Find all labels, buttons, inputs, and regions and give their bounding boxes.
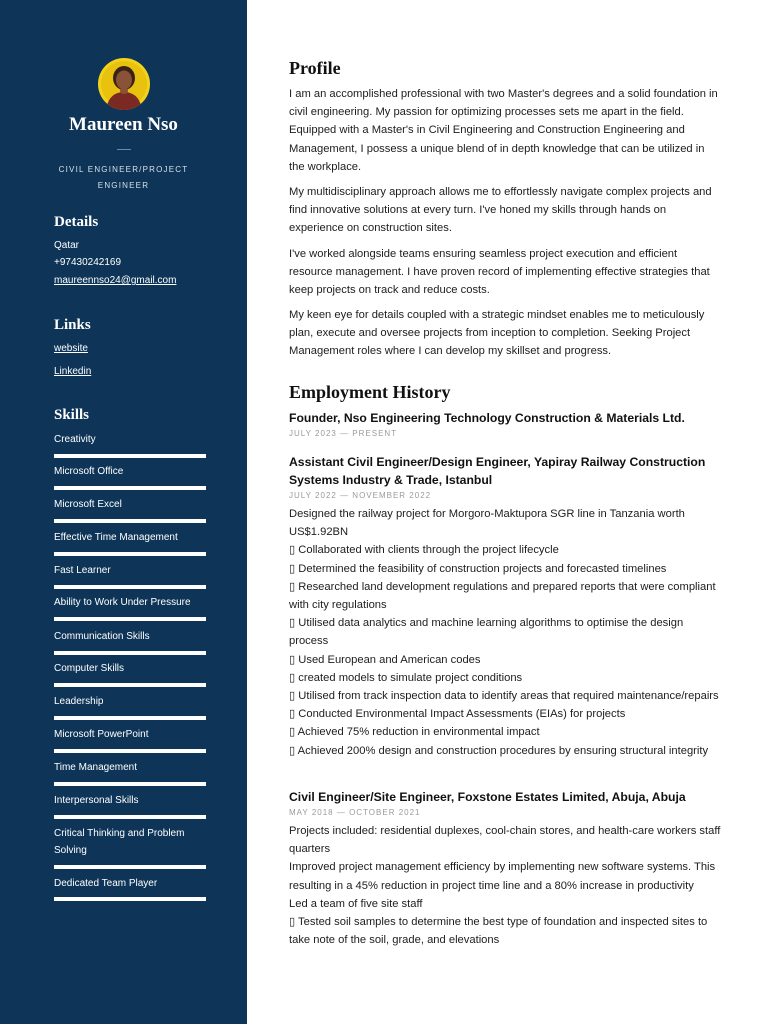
job-bullet: Projects included: residential duplexes, cool-chain stores, and health-care workers staff quarters (289, 825, 721, 856)
job-bullet: ▯ Collaborated with clients through the project lifecycle (289, 544, 559, 557)
job-description (289, 822, 721, 949)
skill-label: Fast Learner (54, 565, 111, 576)
skill-level-bar (54, 865, 206, 869)
skill-label: Communication Skills (54, 631, 150, 642)
job-dates: JULY 2023 — PRESENT (289, 429, 398, 438)
detail-phone: +97430242169 (54, 257, 122, 268)
skill-level-bar (54, 617, 206, 621)
skill-label: Microsoft Excel (54, 499, 122, 510)
skill-label: Critical Thinking and Problem Solving (54, 828, 185, 856)
profile-paragraph: I've worked alongside teams ensuring seamless project execution and efficient resource management. I have proven record of implementing effective strategies that keep projects on track and reduce costs. (289, 248, 710, 297)
links-heading: Links (54, 317, 91, 333)
name-divider (117, 149, 131, 150)
job-dates: JULY 2022 — NOVEMBER 2022 (289, 491, 432, 500)
profile-paragraph: My multidisciplinary approach allows me to effortlessly navigate complex projects and find innovative solutions at every turn. I've honed my skills through hands on experience on construction sites. (289, 186, 712, 235)
candidate-name: Maureen Nso (69, 114, 178, 135)
skill-level-bar (54, 683, 206, 687)
job-bullet: ▯ Tested soil samples to determine the best type of foundation and inspected sites to take note of the soil, grade, and elevations (289, 916, 708, 947)
skill-level-bar (54, 519, 206, 523)
job-bullet: ▯ Achieved 200% design and construction procedures by ensuring structural integrity (289, 744, 709, 757)
skill-level-bar (54, 552, 206, 556)
skill-level-bar (54, 454, 206, 458)
skill-label: Creativity (54, 434, 96, 445)
job-bullet: ▯ created models to simulate project conditions (289, 671, 523, 684)
job-bullet: ▯ Used European and American codes (289, 653, 481, 666)
job-dates: MAY 2018 — OCTOBER 2021 (289, 808, 421, 817)
profile-paragraph: My keen eye for details coupled with a strategic mindset enables me to meticulously plan, execute and oversee projects from inception to completion. Seeking Project Management roles where I can develop my skillset and progress. (289, 309, 705, 358)
job-title: Founder, Nso Engineering Technology Construction & Materials Ltd. (289, 411, 685, 425)
details-heading: Details (54, 214, 99, 230)
job-bullet: ▯ Determined the feasibility of construction projects and forecasted timelines (289, 562, 667, 575)
website-link[interactable]: website (54, 343, 88, 354)
job-bullet: Improved project management efficiency by implementing new software systems. This resulting in a 45% reduction in project time line and a 80% increase in productivity (289, 861, 716, 892)
employment-heading: Employment History (289, 382, 451, 402)
skill-level-bar (54, 815, 206, 819)
skill-label: Computer Skills (54, 663, 125, 674)
profile-paragraph: I am an accomplished professional with two Master's degrees and a solid foundation in civil engineering. My passion for optimizing processes sets me apart in the field. Equipped with a Master's in Civil Engineering and Construction Engineering and Management, I possess a unique blend of in depth knowledge that can be utilized in the workplace. (289, 88, 718, 173)
job-bullet: ▯ Utilised data analytics and machine learning algorithms to optimise the design process (289, 617, 684, 648)
job-bullet: Designed the railway project for Morgoro-Maktupora SGR line in Tanzania worth US$1.92BN (289, 508, 685, 539)
linkedin-link[interactable]: Linkedin (54, 366, 92, 377)
skill-level-bar (54, 782, 206, 786)
skill-level-bar (54, 749, 206, 753)
skill-label: Dedicated Team Player (54, 878, 158, 889)
job-description (289, 505, 721, 760)
candidate-job-title: CIVIL ENGINEER/PROJECT ENGINEER (58, 165, 189, 190)
skill-level-bar (54, 585, 206, 589)
profile-heading: Profile (289, 58, 341, 78)
skill-label: Interpersonal Skills (54, 795, 139, 806)
skill-label: Microsoft PowerPoint (54, 729, 149, 740)
job-bullet: ▯ Utilised from track inspection data to identify areas that required maintenance/repairs (289, 690, 719, 703)
detail-email-link[interactable]: maureennso24@gmail.com (54, 275, 177, 286)
skill-level-bar (54, 486, 206, 490)
skill-label: Ability to Work Under Pressure (54, 597, 191, 608)
skills-heading: Skills (54, 407, 90, 423)
job-title: Civil Engineer/Site Engineer, Foxstone Estates Limited, Abuja, Abuja (289, 790, 686, 804)
skill-label: Time Management (54, 762, 137, 773)
skill-label: Microsoft Office (54, 466, 124, 477)
job-bullet: Led a team of five site staff (289, 897, 423, 910)
job-bullet: ▯ Achieved 75% reduction in environmental impact (289, 726, 540, 739)
job-bullet: ▯ Conducted Environmental Impact Assessments (EIAs) for projects (289, 708, 626, 721)
skill-level-bar (54, 651, 206, 655)
skill-level-bar (54, 897, 206, 901)
avatar (98, 58, 150, 110)
sidebar (0, 0, 247, 1024)
job-bullet: ▯ Researched land development regulations and prepared reports that were compliant with city regulations (289, 580, 716, 612)
job-title: Assistant Civil Engineer/Design Engineer, Yapiray Railway Construction Systems Industry & Trade, Istanbul (289, 455, 706, 487)
skill-label: Leadership (54, 696, 104, 707)
detail-location: Qatar (54, 240, 80, 251)
skill-label: Effective Time Management (54, 532, 178, 543)
avatar-photo (98, 58, 150, 110)
skill-level-bar (54, 716, 206, 720)
